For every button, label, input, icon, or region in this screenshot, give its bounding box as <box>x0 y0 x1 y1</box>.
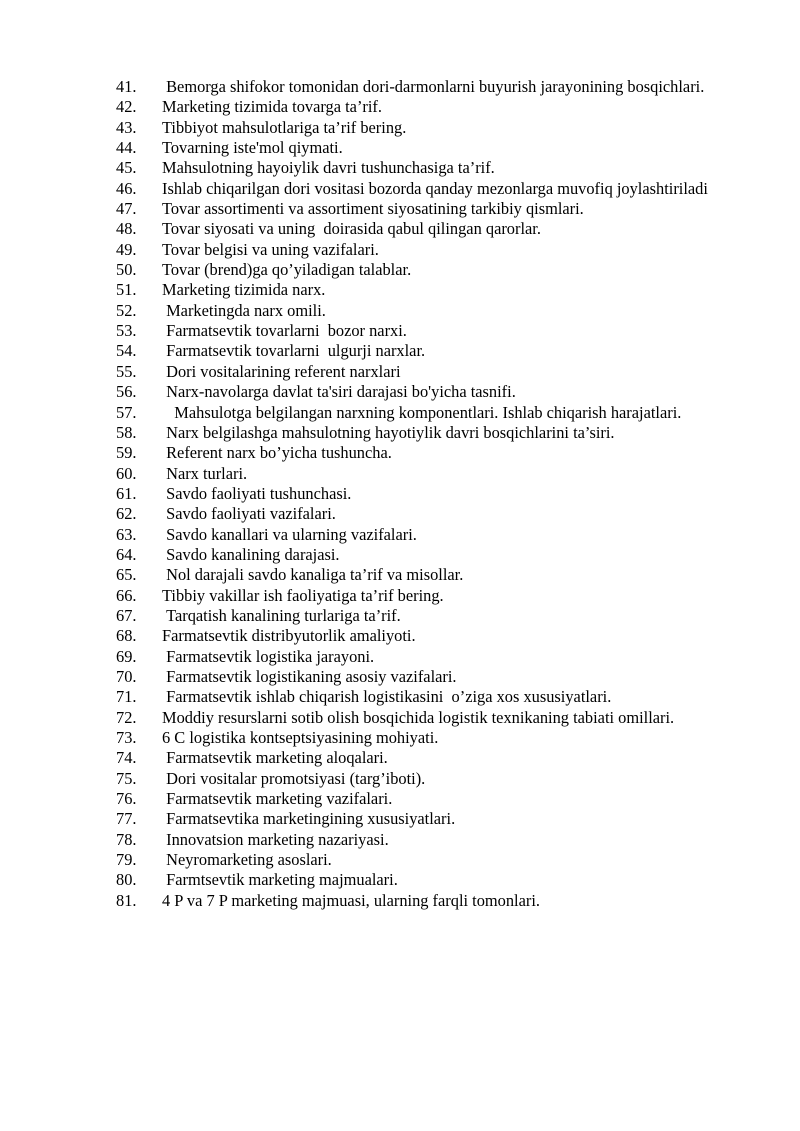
item-number: 51. <box>116 280 137 300</box>
item-text: Ishlab chiqarilgan dori vositasi bozorda qanday mezonlarga muvofiq joylashtiriladi <box>162 178 708 198</box>
list-item <box>116 850 742 870</box>
item-number: 72. <box>116 707 137 727</box>
list-item <box>116 809 742 829</box>
item-text: Savdo kanalining darajasi. <box>162 544 340 564</box>
item-number: 73. <box>116 728 137 747</box>
item-number: 50. <box>116 260 137 280</box>
item-number: 58. <box>116 422 137 442</box>
list-item <box>116 606 742 626</box>
item-number: 47. <box>116 199 137 219</box>
item-number: 48. <box>116 219 137 239</box>
item-text: Tovar assortimenti va assortiment siyosatining tarkibiy qismlari. <box>162 199 584 219</box>
item-number: 61. <box>116 483 137 503</box>
list-item <box>116 769 742 789</box>
item-number: 42. <box>116 97 137 117</box>
item-text: Tarqatish kanalining turlariga ta’rif. <box>162 605 401 625</box>
list-item <box>116 464 742 484</box>
list-item <box>116 219 742 239</box>
list-item <box>116 647 742 667</box>
item-text: Tovar siyosati va uning doirasida qabul qilingan qarorlar. <box>162 219 541 239</box>
list-item <box>116 280 742 300</box>
list-item <box>116 891 742 911</box>
item-number: 54. <box>116 341 137 361</box>
item-text: Tibbiyot mahsulotlariga ta’rif bering. <box>162 117 407 137</box>
item-text: 4 P va 7 P marketing majmuasi, ularning farqli tomonlari. <box>162 890 540 910</box>
item-text: Dori vositalar promotsiyasi (targ’iboti). <box>162 768 426 788</box>
item-number: 71. <box>116 687 137 707</box>
list-item <box>116 728 742 748</box>
list-item <box>116 118 742 138</box>
item-text: Referent narx bo’yicha tushuncha. <box>162 443 392 463</box>
list-item <box>116 362 742 382</box>
item-number: 57. <box>116 402 137 422</box>
list-item <box>116 240 742 260</box>
list-item <box>116 626 742 646</box>
item-text: Savdo faoliyati vazifalari. <box>162 504 336 524</box>
item-text: Tovar (brend)ga qo’yiladigan talablar. <box>162 260 412 280</box>
item-number: 69. <box>116 646 137 666</box>
item-text: Innovatsion marketing nazariyasi. <box>162 829 389 849</box>
item-text: Savdo faoliyati tushunchasi. <box>162 483 352 503</box>
item-text: Farmatsevtika marketingining xususiyatlari. <box>162 809 456 829</box>
item-text: Marketingda narx omili. <box>162 300 326 320</box>
list-item <box>116 403 742 423</box>
item-text: Savdo kanallari va ularning vazifalari. <box>162 524 417 544</box>
item-text: Farmatsevtik marketing aloqalari. <box>162 748 388 768</box>
item-text: Farmatsevtik logistikaning asosiy vazifalari. <box>162 666 457 686</box>
item-number: 81. <box>116 890 137 910</box>
list-item <box>116 484 742 504</box>
item-text: Mahsulotga belgilangan narxning komponentlari. Ishlab chiqarish harajatlari. <box>162 402 682 422</box>
list-item <box>116 789 742 809</box>
item-number: 55. <box>116 361 137 381</box>
list-item <box>116 382 742 402</box>
list-item <box>116 504 742 524</box>
item-text: Moddiy resurslarni sotib olish bosqichida logistik texnikaning tabiati omillari. <box>162 707 675 727</box>
list-item <box>116 321 742 341</box>
item-number: 70. <box>116 666 137 686</box>
item-text: Narx belgilashga mahsulotning hayotiylik davri bosqichlarini ta’siri. <box>162 422 615 442</box>
item-text: Farmatsevtik ishlab chiqarish logistikasini o’ziga xos xususiyatlari. <box>162 687 612 707</box>
item-number: 74. <box>116 748 137 768</box>
item-text: Narx-navolarga davlat ta'siri darajasi bo'yicha tasnifi. <box>162 382 516 402</box>
item-text: 6 C logistika kontseptsiyasining mohiyati. <box>162 728 439 747</box>
list-item <box>116 667 742 687</box>
list-item <box>116 586 742 606</box>
question-list <box>116 77 742 911</box>
item-number: 66. <box>116 585 137 605</box>
item-text: Marketing tizimida tovarga ta’rif. <box>162 97 382 117</box>
list-item <box>116 138 742 158</box>
item-text: Tovarning iste'mol qiymati. <box>162 138 343 158</box>
item-number: 76. <box>116 789 137 809</box>
item-text: Farmatsevtik tovarlarni ulgurji narxlar. <box>162 341 426 361</box>
list-item <box>116 565 742 585</box>
item-text: Tibbiy vakillar ish faoliyatiga ta’rif bering. <box>162 585 444 605</box>
list-item <box>116 423 742 443</box>
list-item <box>116 687 742 707</box>
item-number: 59. <box>116 443 137 463</box>
item-number: 79. <box>116 850 137 870</box>
item-number: 60. <box>116 463 137 483</box>
list-item <box>116 708 742 728</box>
item-text: Dori vositalarining referent narxlari <box>162 361 401 381</box>
item-number: 52. <box>116 300 137 320</box>
item-number: 41. <box>116 77 137 96</box>
list-item <box>116 97 742 117</box>
item-number: 65. <box>116 565 137 585</box>
list-item <box>116 301 742 321</box>
item-text: Bemorga shifokor tomonidan dori-darmonlarni buyurish jarayonining bosqichlari. <box>162 77 705 96</box>
item-number: 64. <box>116 544 137 564</box>
item-number: 43. <box>116 117 137 137</box>
item-text: Nol darajali savdo kanaliga ta’rif va misollar. <box>162 565 464 585</box>
list-item <box>116 341 742 361</box>
item-text: Mahsulotning hayoiylik davri tushunchasiga ta’rif. <box>162 158 495 178</box>
item-number: 44. <box>116 138 137 158</box>
list-item <box>116 158 742 178</box>
item-number: 56. <box>116 382 137 402</box>
item-number: 67. <box>116 605 137 625</box>
list-item <box>116 870 742 890</box>
item-number: 49. <box>116 239 137 259</box>
item-number: 77. <box>116 809 137 829</box>
list-item <box>116 260 742 280</box>
item-number: 45. <box>116 158 137 178</box>
item-text: Farmatsevtik logistika jarayoni. <box>162 646 375 666</box>
item-text: Farmatsevtik tovarlarni bozor narxi. <box>162 321 407 341</box>
item-text: Tovar belgisi va uning vazifalari. <box>162 239 379 259</box>
list-item <box>116 77 742 97</box>
item-number: 78. <box>116 829 137 849</box>
item-number: 62. <box>116 504 137 524</box>
list-item <box>116 443 742 463</box>
list-item <box>116 545 742 565</box>
item-text: Narx turlari. <box>162 463 248 483</box>
item-number: 46. <box>116 178 137 198</box>
item-number: 63. <box>116 524 137 544</box>
item-number: 68. <box>116 626 137 646</box>
list-item <box>116 748 742 768</box>
item-text: Marketing tizimida narx. <box>162 280 326 300</box>
item-text: Farmatsevtik distribyutorlik amaliyoti. <box>162 626 416 646</box>
item-number: 75. <box>116 768 137 788</box>
item-text: Farmatsevtik marketing vazifalari. <box>162 789 393 809</box>
item-number: 53. <box>116 321 137 341</box>
list-item <box>116 830 742 850</box>
item-text: Neyromarketing asoslari. <box>162 850 332 870</box>
list-item <box>116 525 742 545</box>
item-text: Farmtsevtik marketing majmualari. <box>162 870 398 890</box>
list-item <box>116 179 742 199</box>
list-item <box>116 199 742 219</box>
item-number: 80. <box>116 870 137 890</box>
